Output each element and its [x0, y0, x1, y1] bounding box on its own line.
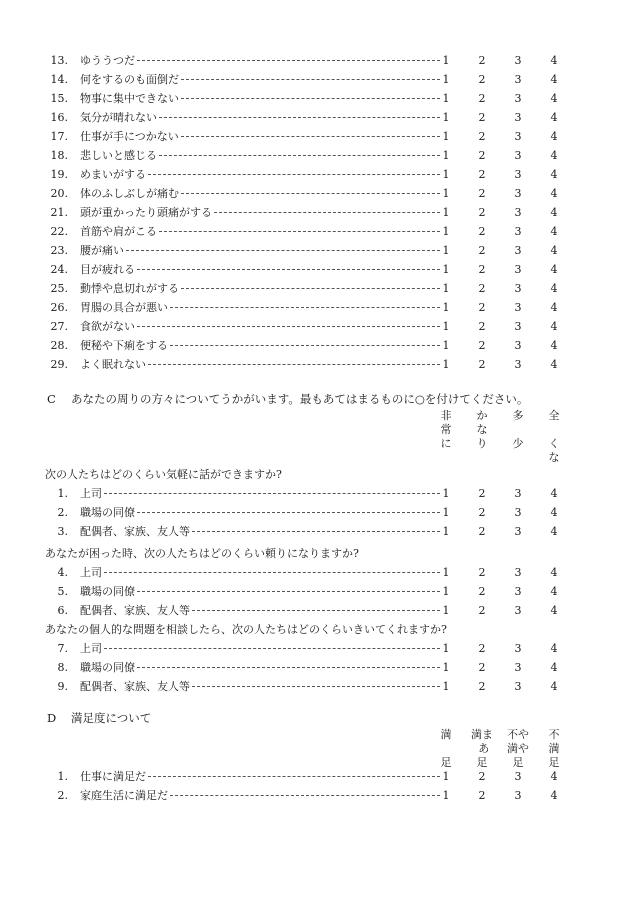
- item-label: 目が疲れる: [80, 263, 135, 276]
- scale-option-2[interactable]: 2: [478, 225, 486, 238]
- group-question: あなたが困った時、次の人たちはどのくらい頼りになりますか?: [45, 547, 359, 560]
- item-number: 24.: [50, 263, 68, 276]
- item-label: 動悸や息切れがする: [80, 282, 179, 295]
- scale-option-4[interactable]: 4: [550, 585, 558, 598]
- scale-option-4[interactable]: 4: [550, 358, 558, 371]
- column-header-2: 満ま あ 足: [471, 728, 493, 769]
- scale-option-3[interactable]: 3: [514, 358, 522, 371]
- scale-option-3[interactable]: 3: [514, 525, 522, 538]
- support-item-row: [0, 677, 630, 696]
- scale-option-3[interactable]: 3: [514, 680, 522, 693]
- scale-option-4[interactable]: 4: [550, 225, 558, 238]
- scale-option-4[interactable]: 4: [550, 642, 558, 655]
- item-label: 物事に集中できない: [80, 92, 179, 105]
- leader-line: [104, 493, 440, 494]
- item-number: 3.: [57, 525, 68, 538]
- scale-option-1[interactable]: 1: [442, 339, 450, 352]
- section-title-text: 満足度について: [71, 711, 152, 725]
- scale-option-4[interactable]: 4: [550, 92, 558, 105]
- column-header-4: 不 満 足: [548, 728, 560, 769]
- scale-option-4[interactable]: 4: [550, 263, 558, 276]
- leader-line: [159, 155, 440, 156]
- scale-option-4[interactable]: 4: [550, 187, 558, 200]
- leader-line: [104, 572, 440, 573]
- item-label: めまいがする: [80, 168, 146, 181]
- scale-option-4[interactable]: 4: [550, 54, 558, 67]
- leader-line: [137, 667, 440, 668]
- satisfaction-item-row: [0, 786, 630, 805]
- scale-option-1[interactable]: 1: [442, 525, 450, 538]
- leader-line: [137, 326, 440, 327]
- scale-option-3[interactable]: 3: [514, 130, 522, 143]
- scale-option-1[interactable]: 1: [442, 111, 450, 124]
- item-label: 職場の同僚: [80, 506, 135, 519]
- scale-option-2[interactable]: 2: [478, 680, 486, 693]
- item-label: 気分が晴れない: [80, 111, 157, 124]
- item-label: 職場の同僚: [80, 661, 135, 674]
- item-label: 上司: [80, 487, 102, 500]
- scale-option-4[interactable]: 4: [550, 149, 558, 162]
- item-label: 腰が痛い: [80, 244, 124, 257]
- column-header-3: 不や 満や 足: [507, 728, 529, 769]
- leader-line: [214, 212, 440, 213]
- scale-option-1[interactable]: 1: [442, 206, 450, 219]
- scale-option-2[interactable]: 2: [478, 661, 486, 674]
- scale-option-3[interactable]: 3: [514, 149, 522, 162]
- scale-option-3[interactable]: 3: [514, 54, 522, 67]
- scale-option-3[interactable]: 3: [514, 244, 522, 257]
- scale-option-2[interactable]: 2: [478, 54, 486, 67]
- scale-option-2[interactable]: 2: [478, 320, 486, 333]
- scale-option-2[interactable]: 2: [478, 263, 486, 276]
- scale-option-1[interactable]: 1: [442, 661, 450, 674]
- leader-line: [137, 591, 440, 592]
- scale-option-3[interactable]: 3: [514, 92, 522, 105]
- symptom-item-row: [0, 355, 630, 374]
- symptom-item-row: [0, 222, 630, 241]
- scale-option-4[interactable]: 4: [550, 506, 558, 519]
- scale-option-1[interactable]: 1: [442, 320, 450, 333]
- scale-option-3[interactable]: 3: [514, 301, 522, 314]
- scale-option-3[interactable]: 3: [514, 487, 522, 500]
- item-label: 何をするのも面倒だ: [80, 73, 179, 86]
- scale-option-3[interactable]: 3: [514, 111, 522, 124]
- symptom-item-row: [0, 241, 630, 260]
- scale-option-3[interactable]: 3: [514, 282, 522, 295]
- item-number: 16.: [50, 111, 68, 124]
- scale-option-2[interactable]: 2: [478, 525, 486, 538]
- leader-line: [181, 98, 440, 99]
- scale-option-3[interactable]: 3: [514, 661, 522, 674]
- item-label: ゆううつだ: [80, 54, 135, 67]
- scale-option-1[interactable]: 1: [442, 566, 450, 579]
- item-label: 上司: [80, 566, 102, 579]
- scale-option-2[interactable]: 2: [478, 789, 486, 802]
- scale-option-2[interactable]: 2: [478, 604, 486, 617]
- scale-option-2[interactable]: 2: [478, 282, 486, 295]
- symptom-item-row: [0, 279, 630, 298]
- symptom-item-row: [0, 298, 630, 317]
- scale-option-1[interactable]: 1: [442, 789, 450, 802]
- symptom-item-row: [0, 260, 630, 279]
- item-number: 19.: [50, 168, 68, 181]
- scale-option-4[interactable]: 4: [550, 680, 558, 693]
- item-number: 25.: [50, 282, 68, 295]
- scale-option-2[interactable]: 2: [478, 358, 486, 371]
- scale-option-3[interactable]: 3: [514, 566, 522, 579]
- scale-option-4[interactable]: 4: [550, 206, 558, 219]
- scale-option-4[interactable]: 4: [550, 111, 558, 124]
- scale-option-4[interactable]: 4: [550, 73, 558, 86]
- scale-option-2[interactable]: 2: [478, 301, 486, 314]
- item-number: 13.: [50, 54, 68, 67]
- scale-option-3[interactable]: 3: [514, 585, 522, 598]
- scale-option-1[interactable]: 1: [442, 244, 450, 257]
- item-label: 配偶者、家族、友人等: [80, 525, 190, 538]
- leader-line: [192, 686, 440, 687]
- scale-option-3[interactable]: 3: [514, 225, 522, 238]
- leader-line: [137, 269, 440, 270]
- section-letter: D: [47, 711, 57, 725]
- scale-option-4[interactable]: 4: [550, 566, 558, 579]
- scale-option-3[interactable]: 3: [514, 168, 522, 181]
- scale-option-3[interactable]: 3: [514, 506, 522, 519]
- item-label: 配偶者、家族、友人等: [80, 680, 190, 693]
- item-label: 頭が重かったり頭痛がする: [80, 206, 212, 219]
- scale-option-1[interactable]: 1: [442, 487, 450, 500]
- symptom-item-row: [0, 203, 630, 222]
- scale-option-4[interactable]: 4: [550, 282, 558, 295]
- scale-option-4[interactable]: 4: [550, 604, 558, 617]
- item-label: 食欲がない: [80, 320, 135, 333]
- symptom-item-row: [0, 108, 630, 127]
- leader-line: [181, 136, 440, 137]
- item-label: 便秘や下痢をする: [80, 339, 168, 352]
- support-item-row: [0, 658, 630, 677]
- symptom-item-row: [0, 317, 630, 336]
- scale-option-2[interactable]: 2: [478, 487, 486, 500]
- scale-option-3[interactable]: 3: [514, 770, 522, 783]
- column-header-1: 非 常 に: [440, 409, 452, 450]
- scale-option-4[interactable]: 4: [550, 487, 558, 500]
- scale-option-1[interactable]: 1: [442, 585, 450, 598]
- item-label: 配偶者、家族、友人等: [80, 604, 190, 617]
- scale-option-4[interactable]: 4: [550, 339, 558, 352]
- item-number: 17.: [50, 130, 68, 143]
- scale-option-4[interactable]: 4: [550, 130, 558, 143]
- support-item-row: [0, 522, 630, 541]
- scale-option-2[interactable]: 2: [478, 73, 486, 86]
- item-label: よく眠れない: [80, 358, 146, 371]
- section-d-title: [47, 710, 151, 726]
- scale-option-3[interactable]: 3: [514, 339, 522, 352]
- scale-option-3[interactable]: 3: [514, 187, 522, 200]
- item-number: 23.: [50, 244, 68, 257]
- section-title-text: あなたの周りの方々についてうかがいます。最もあてはまるものに○を付けてください。: [71, 392, 529, 406]
- item-number: 2.: [57, 789, 68, 802]
- leader-line: [159, 231, 440, 232]
- scale-option-4[interactable]: 4: [550, 770, 558, 783]
- item-number: 26.: [50, 301, 68, 314]
- symptom-item-row: [0, 146, 630, 165]
- scale-option-1[interactable]: 1: [442, 54, 450, 67]
- scale-option-1[interactable]: 1: [442, 680, 450, 693]
- leader-line: [170, 795, 440, 796]
- scale-option-4[interactable]: 4: [550, 244, 558, 257]
- symptom-item-row: [0, 127, 630, 146]
- leader-line: [137, 512, 440, 513]
- item-label: 首筋や肩がこる: [80, 225, 157, 238]
- item-label: 上司: [80, 642, 102, 655]
- item-number: 29.: [50, 358, 68, 371]
- item-label: 家庭生活に満足だ: [80, 789, 168, 802]
- column-header-1: 満 足: [440, 728, 452, 769]
- scale-option-2[interactable]: 2: [478, 339, 486, 352]
- leader-line: [148, 364, 440, 365]
- scale-option-3[interactable]: 3: [514, 206, 522, 219]
- item-number: 27.: [50, 320, 68, 333]
- leader-line: [126, 250, 440, 251]
- scale-option-4[interactable]: 4: [550, 789, 558, 802]
- scale-option-1[interactable]: 1: [442, 263, 450, 276]
- scale-option-1[interactable]: 1: [442, 168, 450, 181]
- scale-option-2[interactable]: 2: [478, 585, 486, 598]
- group-question: あなたの個人的な問題を相談したら、次の人たちはどのくらいきいてくれますか?: [45, 623, 447, 636]
- scale-option-4[interactable]: 4: [550, 525, 558, 538]
- scale-option-2[interactable]: 2: [478, 770, 486, 783]
- scale-option-2[interactable]: 2: [478, 642, 486, 655]
- scale-option-1[interactable]: 1: [442, 187, 450, 200]
- column-header-2: か な り: [476, 409, 488, 450]
- item-number: 6.: [57, 604, 68, 617]
- item-number: 20.: [50, 187, 68, 200]
- scale-option-2[interactable]: 2: [478, 187, 486, 200]
- scale-option-3[interactable]: 3: [514, 320, 522, 333]
- support-item-row: [0, 484, 630, 503]
- item-number: 14.: [50, 73, 68, 86]
- leader-line: [170, 307, 440, 308]
- symptom-item-row: [0, 70, 630, 89]
- item-number: 7.: [57, 642, 68, 655]
- item-label: 悲しいと感じる: [80, 149, 157, 162]
- item-label: 仕事に満足だ: [80, 770, 146, 783]
- leader-line: [137, 60, 440, 61]
- scale-option-2[interactable]: 2: [478, 506, 486, 519]
- section-letter: C: [47, 392, 56, 406]
- leader-line: [104, 648, 440, 649]
- scale-option-1[interactable]: 1: [442, 301, 450, 314]
- scale-option-1[interactable]: 1: [442, 92, 450, 105]
- scale-option-1[interactable]: 1: [442, 358, 450, 371]
- item-number: 22.: [50, 225, 68, 238]
- scale-option-1[interactable]: 1: [442, 225, 450, 238]
- support-item-row: [0, 563, 630, 582]
- scale-option-1[interactable]: 1: [442, 770, 450, 783]
- support-item-row: [0, 503, 630, 522]
- item-number: 1.: [57, 487, 68, 500]
- scale-option-3[interactable]: 3: [514, 642, 522, 655]
- group-question: 次の人たちはどのくらい気軽に話ができますか?: [45, 468, 282, 481]
- scale-option-1[interactable]: 1: [442, 73, 450, 86]
- scale-option-4[interactable]: 4: [550, 661, 558, 674]
- item-number: 28.: [50, 339, 68, 352]
- scale-option-2[interactable]: 2: [478, 111, 486, 124]
- leader-line: [181, 193, 440, 194]
- scale-option-3[interactable]: 3: [514, 73, 522, 86]
- item-label: 仕事が手につかない: [80, 130, 179, 143]
- item-label: 職場の同僚: [80, 585, 135, 598]
- symptom-item-row: [0, 165, 630, 184]
- support-item-row: [0, 639, 630, 658]
- item-number: 15.: [50, 92, 68, 105]
- scale-option-1[interactable]: 1: [442, 506, 450, 519]
- scale-option-2[interactable]: 2: [478, 244, 486, 257]
- column-header-4: 全 く な: [548, 409, 560, 464]
- scale-option-4[interactable]: 4: [550, 168, 558, 181]
- scale-option-3[interactable]: 3: [514, 604, 522, 617]
- item-number: 2.: [57, 506, 68, 519]
- scale-option-2[interactable]: 2: [478, 149, 486, 162]
- section-c-title: [47, 391, 528, 407]
- leader-line: [181, 79, 440, 80]
- item-number: 4.: [57, 566, 68, 579]
- scale-option-3[interactable]: 3: [514, 263, 522, 276]
- scale-option-2[interactable]: 2: [478, 566, 486, 579]
- item-number: 18.: [50, 149, 68, 162]
- item-number: 5.: [57, 585, 68, 598]
- leader-line: [170, 345, 440, 346]
- leader-line: [159, 117, 440, 118]
- scale-option-2[interactable]: 2: [478, 92, 486, 105]
- scale-option-3[interactable]: 3: [514, 789, 522, 802]
- item-number: 1.: [57, 770, 68, 783]
- scale-option-2[interactable]: 2: [478, 130, 486, 143]
- scale-option-2[interactable]: 2: [478, 168, 486, 181]
- item-number: 9.: [57, 680, 68, 693]
- scale-option-1[interactable]: 1: [442, 130, 450, 143]
- scale-option-1[interactable]: 1: [442, 642, 450, 655]
- leader-line: [192, 610, 440, 611]
- leader-line: [148, 776, 440, 777]
- scale-option-2[interactable]: 2: [478, 206, 486, 219]
- support-item-row: [0, 582, 630, 601]
- scale-option-4[interactable]: 4: [550, 301, 558, 314]
- item-number: 21.: [50, 206, 68, 219]
- leader-line: [181, 288, 440, 289]
- item-label: 胃腸の具合が悪い: [80, 301, 168, 314]
- scale-option-4[interactable]: 4: [550, 320, 558, 333]
- item-label: 体のふしぶしが痛む: [80, 187, 179, 200]
- item-number: 8.: [57, 661, 68, 674]
- support-item-row: [0, 601, 630, 620]
- scale-option-1[interactable]: 1: [442, 149, 450, 162]
- column-header-3: 多 少: [512, 409, 524, 450]
- leader-line: [148, 174, 440, 175]
- scale-option-1[interactable]: 1: [442, 604, 450, 617]
- symptom-item-row: [0, 336, 630, 355]
- symptom-item-row: [0, 51, 630, 70]
- symptom-item-row: [0, 184, 630, 203]
- scale-option-1[interactable]: 1: [442, 282, 450, 295]
- symptom-item-row: [0, 89, 630, 108]
- leader-line: [192, 531, 440, 532]
- satisfaction-item-row: [0, 767, 630, 786]
